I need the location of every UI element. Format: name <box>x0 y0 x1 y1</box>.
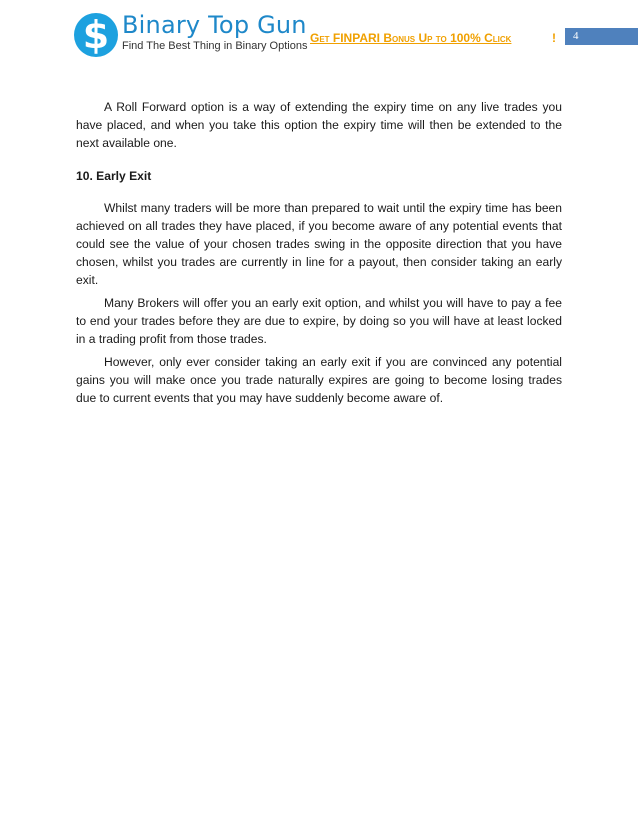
promo-link[interactable]: Get FINPARI Bonus Up to 100% Click <box>310 31 512 45</box>
section-heading: 10. Early Exit <box>76 169 152 183</box>
logo-name: Binary Top Gun <box>122 11 307 39</box>
paragraph-however: However, only ever consider taking an early exit if you are convinced any potential gains you will make once you trade naturally expires are going to become losing trades due to current events that you may have suddenly become aware of. <box>76 355 562 405</box>
logo[interactable] <box>74 11 308 63</box>
paragraph-brokers: Many Brokers will offer you an early exit option, and whilst you will have to pay a fee to end your trades before they are due to expire, by doing so you will have at least locked in a trading profit from those trades. <box>76 296 562 346</box>
document-body <box>76 98 562 407</box>
page-number: 4 <box>565 28 638 45</box>
promo-exclamation: ! <box>552 31 556 45</box>
logo-tagline: Find The Best Thing in Binary Options <box>122 40 308 52</box>
paragraph-roll-forward: A Roll Forward option is a way of extending the expiry time on any live trades you have placed, and when you take this option the expiry time will then be extended to the next available one. <box>76 100 562 150</box>
dollar-icon: $ <box>74 13 118 57</box>
page-header <box>0 0 638 72</box>
paragraph-early-exit-intro: Whilst many traders will be more than prepared to wait until the expiry time has been achieved on all trades they have placed, if you become aware of any potential events that could see the value of your chosen trades swing in the opposite direction that you have chosen, whilst you trades are currently in line for a payout, then consider taking an early exit. <box>76 201 562 287</box>
